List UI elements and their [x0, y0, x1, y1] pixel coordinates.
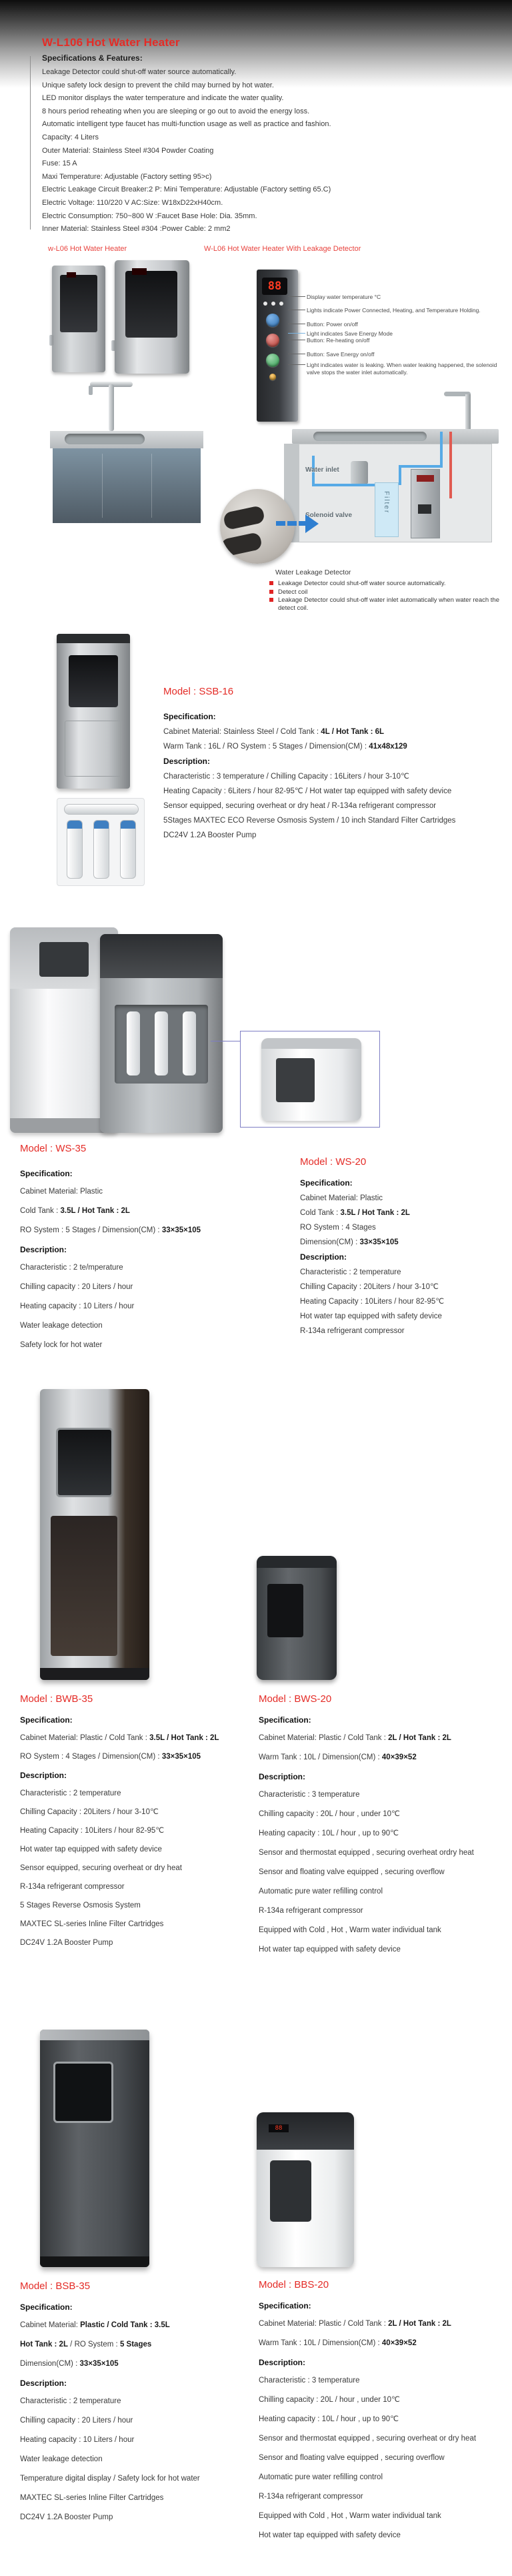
indicator-lights	[263, 302, 287, 306]
feature-line: 8 hours period reheating when you are sleeping or go out to avoid the energy loss.	[42, 107, 310, 115]
unit-top	[261, 1038, 361, 1049]
faucet-stem	[465, 394, 471, 432]
spec-lines	[259, 1733, 509, 1762]
water-pipe	[440, 432, 443, 468]
installation-diagram	[220, 390, 512, 565]
spec-line: Cold Tank : 3.5L / Hot Tank : 2L	[300, 1209, 410, 1217]
description-lines	[20, 2397, 253, 2522]
spec-line: Cabinet Material: Plastic / Cold Tank : 3.5L	[20, 2321, 170, 2329]
leak-indicator-light	[269, 374, 276, 380]
description-line: Chilling capacity : 20 Liters / hour	[20, 2417, 133, 2425]
tower-base	[40, 1668, 149, 1680]
description-line: Chilling Capacity : 20Liters / hour 3-10℃	[20, 1808, 159, 1816]
features-heading: Specifications & Features:	[42, 53, 143, 63]
tower-base	[40, 2256, 149, 2267]
product-photo-ws35-open	[100, 934, 223, 1133]
description-line: Water leakage detection	[20, 1322, 103, 1330]
description-line: Characteristic : 2 te/mperature	[20, 1264, 123, 1272]
caption-heater-leakage: W-L06 Hot Water Heater With Leakage Detector	[204, 245, 361, 253]
spec-line: Cabinet Material: Plastic	[20, 1188, 103, 1196]
description-lines	[259, 1790, 509, 1954]
heater-front-panel	[125, 271, 177, 338]
product-photo-bws20	[257, 1556, 337, 1680]
detect-coil	[220, 532, 263, 557]
spec-heading: Specification:	[259, 1715, 311, 1725]
sink-installation-photo	[50, 375, 203, 527]
panel-callout: Button: Power on/off	[307, 321, 358, 328]
feature-line: Outer Material: Stainless Steel #304 Powder Coating	[42, 146, 214, 155]
panel-callout: Light indicates Save Energy Mode	[307, 330, 393, 337]
panel-callout: Display water temperature °C	[307, 294, 381, 300]
description-line: Heating Capacity : 10Liters / hour 82-95℃	[300, 1298, 445, 1306]
description-line: R-134a refrigerant compressor	[300, 1327, 405, 1335]
product-section-ws35	[20, 1143, 250, 1360]
description-line: Hot water tap equipped with safety device	[259, 1946, 401, 1954]
feature-line: Capacity: 4 Liters	[42, 133, 99, 141]
tower-top-cap	[40, 2030, 149, 2040]
description-line: Sensor equipped, securing overheat or dry heat / R-134a refrigerant compressor	[163, 802, 437, 810]
product-photo-bsb35	[40, 2030, 149, 2267]
heater-led-display	[132, 268, 147, 275]
description-line: Heating Capacity : 6Liters / hour 82-95℃ / Hot water tap equipped with safety device	[163, 787, 452, 795]
description-line: MAXTEC SL-series Inline Filter Cartridges	[20, 1920, 164, 1928]
description-heading: Description:	[163, 757, 211, 766]
product-photo-ws20	[261, 1038, 361, 1121]
product-photo-bbs20	[257, 2112, 354, 2267]
description-line: R-134a refrigerant compressor	[259, 2493, 363, 2501]
description-line: Characteristic : 2 temperature	[300, 1268, 401, 1276]
description-line: DC24V 1.2A Booster Pump	[163, 831, 257, 839]
water-pipe	[312, 484, 376, 486]
faucet-stem	[109, 384, 114, 431]
description-line: R-134a refrigerant compressor	[259, 1907, 363, 1915]
product-model: Model : BSB-35	[20, 2280, 91, 2292]
features-list	[42, 66, 495, 236]
detector-bullet: Detect coil	[269, 588, 501, 596]
callout-line	[288, 296, 305, 297]
description-heading: Description:	[20, 1771, 67, 1780]
feature-line: Unique safety lock design to prevent the child may burned by hot water.	[42, 81, 274, 89]
spec-line: Warm Tank : 16L / RO System : 5 Stages / Dimension(CM) : 41x48x129	[163, 743, 407, 751]
product-model: Model : BWB-35	[20, 1693, 93, 1705]
filter-cartridge	[127, 1011, 140, 1076]
spec-heading: Specification:	[259, 2301, 311, 2310]
spec-line: Dimension(CM) : 33×35×105	[300, 1238, 399, 1246]
description-line: Characteristic : 3 temperature	[259, 2377, 360, 2385]
product-section-bws20	[259, 1693, 509, 1964]
detector-bullet: Leakage Detector could shut-off water source automatically.	[269, 580, 501, 588]
ro-membrane	[64, 804, 139, 815]
feature-line: Electric Consumption: 750~800 W :Faucet Base Hole: Dia. 35mm.	[42, 211, 257, 220]
dispense-recess	[69, 655, 118, 707]
product-section-ws20	[300, 1156, 507, 1341]
spec-line: Cold Tank : 3.5L / Hot Tank : 2L	[20, 1207, 130, 1215]
heater-led-display	[67, 272, 76, 278]
description-lines	[20, 1789, 253, 1948]
spec-line: Cabinet Material: Stainless Steel / Cold Tank : 4L / Hot Tank : 6L	[163, 728, 385, 736]
description-line: Temperature digital display / Safety lock for hot water	[20, 2475, 200, 2483]
description-line: Sensor and floating valve equipped , securing overflow	[259, 1868, 445, 1876]
description-line: Characteristic : 3 temperature	[259, 1791, 360, 1799]
description-line: 5 Stages Reverse Osmosis System	[20, 1901, 141, 1909]
spec-line: Hot Tank : 2L / RO System : 5 Stages	[20, 2340, 152, 2348]
description-line: Characteristic : 2 temperature	[20, 2397, 121, 2405]
feature-line: Fuse: 15 A	[42, 159, 77, 168]
product-section-bsb35	[20, 2280, 253, 2532]
feature-line: Inner Material: Stainless Steel #304 :Power Cable: 2 mm2	[42, 225, 231, 234]
detect-coil-inset	[220, 489, 295, 564]
spec-line: Cabinet Material: Plastic	[300, 1194, 383, 1202]
panel-callout: Button: Save Energy on/off	[307, 351, 375, 358]
description-line: 5Stages MAXTEC ECO Reverse Osmosis System / 10 inch Standard Filter Cartridges	[163, 817, 456, 825]
solenoid-valve-illustration	[351, 461, 368, 484]
red-square-bullet	[269, 590, 273, 594]
dispense-recess	[56, 1428, 113, 1497]
feature-line: Maxi Temperature: Adjustable (Factory setting 95>c)	[42, 172, 212, 181]
description-line: Sensor and thermostat equipped , securing overheat ordry heat	[259, 1849, 474, 1857]
product-photo-ssb16	[57, 634, 130, 789]
description-heading: Description:	[259, 2358, 306, 2367]
panel-callout: Light indicates water is leaking. When water leaking happened, the solenoid valve stops the water inlet automatically.	[307, 362, 497, 376]
callout-line	[288, 333, 305, 334]
filter-box	[375, 482, 399, 537]
product-photo-bwb35	[40, 1389, 149, 1680]
water-pipe	[399, 465, 401, 485]
spec-heading: Specification:	[20, 2302, 73, 2312]
description-line: Safety lock for hot water	[20, 1341, 103, 1349]
detector-heading: Water Leakage Detector	[275, 568, 351, 576]
detector-bullets	[269, 580, 501, 612]
description-line: Heating capacity : 10L / hour , up to 90℃	[259, 1829, 399, 1837]
spec-line: RO System : 5 Stages / Dimension(CM) : 33×35×105	[20, 1226, 201, 1234]
faucet-nozzle	[89, 386, 93, 395]
product-model: Model : SSB-16	[163, 686, 234, 697]
water-pipe	[399, 465, 443, 468]
feature-line: Electric Leakage Circuit Breaker:2 P: Mini Temperature: Adjustable (Factory setting 65.C)	[42, 185, 331, 194]
description-line: Heating capacity : 10L / hour , up to 90℃	[259, 2415, 399, 2423]
description-line: DC24V 1.2A Booster Pump	[20, 1939, 113, 1947]
cabinet-door	[65, 721, 122, 777]
caption-heater: w-L06 Hot Water Heater	[48, 245, 127, 253]
spec-line: Dimension(CM) : 33×35×105	[20, 2360, 119, 2368]
filter-cartridge	[183, 1011, 196, 1076]
water-inlet-label: Water inlet	[305, 466, 339, 474]
hot-water-pipe	[449, 432, 452, 498]
description-lines	[20, 1263, 250, 1350]
spec-line: Warm Tank : 10L / Dimension(CM) : 40×39×52	[259, 2339, 417, 2347]
sink-cabinet	[53, 448, 201, 523]
feature-line: Electric Voltage: 110/220 V AC:Size: W18xD22xH40cm.	[42, 198, 223, 207]
filter-cartridge	[93, 820, 109, 879]
filter-cartridge	[155, 1011, 168, 1076]
description-line: DC24V 1.2A Booster Pump	[20, 2513, 113, 2521]
tower-top-cap	[57, 634, 130, 643]
spec-heading: Specification:	[300, 1178, 353, 1188]
description-line: Water leakage detection	[20, 2455, 103, 2463]
feature-line: Leakage Detector could shut-off water source automatically.	[42, 68, 237, 76]
page-title: W-L106 Hot Water Heater	[42, 36, 180, 49]
description-line: Chilling capacity : 20 Liters / hour	[20, 1283, 133, 1291]
zoom-arrow-head	[305, 514, 319, 533]
spec-lines	[163, 727, 503, 751]
description-line: R-134a refrigerant compressor	[20, 1883, 125, 1891]
spec-line: Warm Tank : 10L / Dimension(CM) : 40×39×52	[259, 1753, 417, 1761]
spec-lines	[259, 2319, 509, 2348]
product-model: Model : BBS-20	[259, 2279, 329, 2290]
power-button	[266, 314, 279, 327]
description-lines	[300, 1268, 507, 1336]
description-line: Hot water tap equipped with safety device	[20, 1845, 162, 1853]
heater-spout	[111, 340, 115, 351]
hot-water-heater-photo-2	[115, 260, 189, 374]
description-line: MAXTEC SL-series Inline Filter Cartridges	[20, 2494, 164, 2502]
spec-lines	[20, 1733, 253, 1761]
detect-coil	[223, 505, 265, 530]
unit-top	[257, 1556, 337, 1568]
filter-label: Filter	[383, 491, 390, 514]
spec-lines	[20, 2320, 253, 2369]
detector-bullet: Leakage Detector could shut-off water inlet automatically when water reach the detect coil.	[269, 596, 501, 612]
description-line: Equipped with Cold , Hot , Warm water individual tank	[259, 1926, 441, 1934]
description-heading: Description:	[259, 1772, 306, 1781]
left-rule	[30, 56, 31, 230]
description-line: Heating capacity : 10 Liters / hour	[20, 1302, 135, 1310]
ro-filter-system-photo	[57, 798, 145, 886]
solenoid-valve-label: Solenoid valve	[305, 512, 353, 519]
description-line: Automatic pure water refilling control	[259, 2473, 383, 2481]
product-model: Model : WS-35	[20, 1143, 87, 1154]
temperature-led-display: 88	[262, 278, 287, 295]
product-section-bwb35	[20, 1693, 253, 1957]
spec-heading: Specification:	[163, 712, 216, 721]
dispense-recess	[267, 1584, 303, 1637]
spec-line: RO System : 4 Stages	[300, 1224, 376, 1232]
spec-line: Cabinet Material: Plastic / Cold Tank : 3.5L / Hot Tank : 2L	[20, 1734, 219, 1742]
spec-line: RO System : 4 Stages / Dimension(CM) : 33×35×105	[20, 1753, 201, 1761]
heater-spout	[49, 335, 53, 346]
spec-heading: Specification:	[20, 1169, 73, 1178]
heater-front-panel	[60, 275, 97, 332]
description-line: Automatic pure water refilling control	[259, 1887, 383, 1895]
description-line: Chilling Capacity : 20Liters / hour 3-10℃	[300, 1283, 439, 1291]
description-line: Heating Capacity : 10Liters / hour 82-95℃	[20, 1827, 165, 1835]
description-line: Heating capacity : 10 Liters / hour	[20, 2436, 135, 2444]
description-line: Sensor equipped, securing overheat or dry heat	[20, 1864, 182, 1872]
dispense-recess	[53, 2062, 113, 2123]
filter-cartridge	[67, 820, 83, 879]
sink-basin	[65, 434, 145, 444]
product-model: Model : WS-20	[300, 1156, 367, 1168]
panel-callout: Lights indicate Power Connected, Heating, and Temperature Holding.	[307, 307, 481, 314]
heater-unit-illustration	[411, 469, 440, 538]
filter-cartridge	[120, 820, 136, 879]
hot-water-heater-photo	[52, 266, 105, 372]
panel-callout: Button: Re-heating on/off	[307, 337, 370, 344]
description-lines	[259, 2376, 509, 2540]
description-heading: Description:	[20, 1245, 67, 1254]
spec-line: Cabinet Material: Plastic / Cold Tank : 2L / Hot Tank : 2L	[259, 2320, 451, 2328]
product-model: Model : BWS-20	[259, 1693, 332, 1705]
product-section-ssb16	[163, 686, 503, 845]
product-section-bbs20	[259, 2279, 509, 2550]
dispense-recess	[39, 942, 89, 977]
description-lines	[163, 772, 503, 840]
tower-top	[100, 934, 223, 978]
callout-line	[288, 364, 305, 365]
description-line: Hot water tap equipped with safety device	[300, 1312, 442, 1320]
feature-line: LED monitor displays the water temperature and indicate the water quality.	[42, 94, 284, 103]
dispense-recess	[270, 2160, 311, 2222]
description-line: Chilling capacity : 20L / hour , under 10℃	[259, 1810, 400, 1818]
cabinet-door	[51, 1516, 117, 1656]
zoom-arrow	[276, 521, 308, 526]
spec-line: Cabinet Material: Plastic / Cold Tank : 2L / Hot Tank : 2L	[259, 1734, 451, 1742]
description-line: Equipped with Cold , Hot , Warm water individual tank	[259, 2512, 441, 2520]
save-energy-button	[266, 354, 279, 367]
filter-compartment	[115, 1005, 208, 1084]
description-line: Characteristic : 2 temperature	[20, 1789, 121, 1797]
dispense-recess	[276, 1058, 315, 1102]
description-line: Chilling capacity : 20L / hour , under 10℃	[259, 2396, 400, 2404]
red-square-bullet	[269, 581, 273, 585]
reheat-button	[266, 334, 279, 347]
description-heading: Description:	[20, 2379, 67, 2388]
spec-heading: Specification:	[20, 1715, 73, 1725]
feature-line: Automatic intelligent type faucet has multi-function usage as well as practice and fashion.	[42, 120, 331, 129]
description-line: Hot water tap equipped with safety device	[259, 2531, 401, 2539]
description-line: Sensor and floating valve equipped , securing overflow	[259, 2454, 445, 2462]
description-line: Sensor and thermostat equipped , securing overheat or dry heat	[259, 2435, 477, 2443]
spec-lines	[300, 1194, 507, 1247]
description-line: Characteristic : 3 temperature / Chilling Capacity : 16Liters / hour 3-10℃	[163, 773, 409, 781]
spec-lines	[20, 1187, 250, 1235]
unit-led-display: 88	[269, 2124, 289, 2132]
red-square-bullet	[269, 598, 273, 602]
description-heading: Description:	[300, 1252, 347, 1262]
sink-basin	[313, 432, 427, 441]
